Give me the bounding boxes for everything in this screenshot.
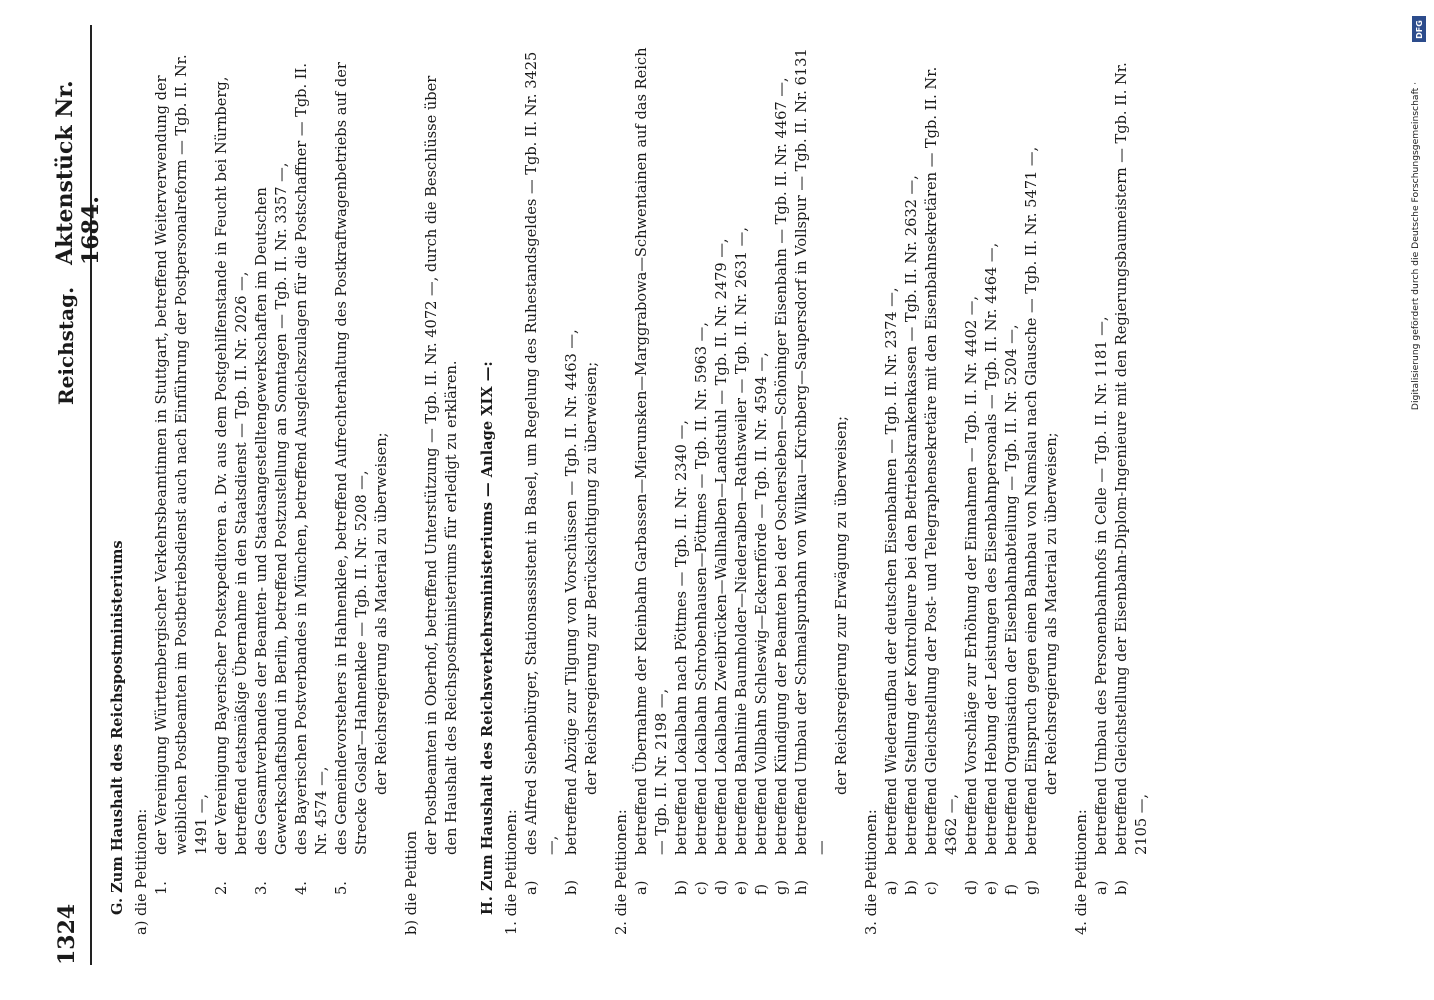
group-label: 4. die Petitionen:	[1073, 809, 1090, 935]
closing-resolution: der Reichsregierung zur Erwägung zu überweisen;	[833, 416, 850, 795]
list-item	[792, 45, 832, 895]
list-item	[152, 45, 212, 895]
item-number: a)	[883, 880, 900, 895]
section-heading: H. Zum Haushalt des Reichsverkehrsministeriums — Anlage XIX —:	[479, 361, 496, 915]
item-text: der Vereinigung Bayerischer Postexpeditoren a. Dv. aus dem Postgehilfenstande in Feucht bei Nürnberg, betreffend etatsmäßige Übernahme in den Staatsdienst — Tgb. II. Nr. 2026 —,	[213, 76, 250, 855]
group-label: 2. die Petitionen:	[613, 809, 630, 935]
list-item	[672, 45, 692, 895]
item-text: betreffend Umbau der Schmalspurbahn von Wilkau—Kirchberg—Saupersdorf in Vollspur — Tgb. II. Nr. 6131 —	[793, 48, 830, 855]
section-heading: G. Zum Haushalt des Reichspostministeriums	[109, 540, 126, 915]
list-item	[522, 45, 562, 895]
list-item	[772, 45, 792, 895]
dfg-logo: DFG	[1412, 16, 1426, 42]
list-item	[422, 45, 462, 895]
item-number: b)	[1113, 879, 1130, 895]
page-header	[50, 25, 104, 965]
list-item	[882, 45, 902, 895]
item-text: betreffend Kündigung der Beamten bei der Oschersleben—Schöninger Eisenbahn — Tgb. II. Nr. 4467 —,	[773, 77, 790, 855]
item-number: b)	[903, 879, 920, 895]
group-label: b) die Petition	[403, 830, 420, 935]
item-number: a)	[523, 880, 540, 895]
list-item	[332, 45, 372, 895]
item-text: betreffend Abzüge zur Tilgung von Vorschüssen — Tgb. II. Nr. 4463 —,	[563, 329, 580, 855]
list-item	[632, 45, 672, 895]
list-item	[712, 45, 732, 895]
item-number: b)	[673, 879, 690, 895]
list-item	[692, 45, 712, 895]
list-item	[1112, 45, 1152, 895]
list-item	[252, 45, 292, 895]
item-text: betreffend Übernahme der Kleinbahn Garbassen—Mierunsken—Marggrabowa—Schwentainen auf das Reich — Tgb. II. Nr. 2198 —,	[633, 47, 670, 855]
item-number: c)	[923, 881, 940, 895]
item-text: betreffend Vollbahn Schleswig—Eckernförde — Tgb. II. Nr. 4594 —,	[753, 352, 770, 855]
item-number: f)	[1003, 883, 1020, 895]
item-number: 4.	[293, 881, 310, 895]
item-number: 1.	[153, 881, 170, 895]
list-item	[732, 45, 752, 895]
item-text: des Bayerischen Postverbandes in München, betreffend Ausgleichszulagen für die Postschaffner — Tgb. II. Nr. 4574 —,	[293, 63, 330, 855]
item-text: des Gesamtverbandes der Beamten- und Staatsangestelltengewerkschaften im Deutschen Gewerkschaftsbund in Berlin, betreffend Postzustellung an Sonntagen — Tgb. II. Nr. 3357 —,	[253, 162, 290, 855]
item-number: e)	[733, 880, 750, 895]
item-number: b)	[563, 879, 580, 895]
item-text: des Gemeindevorstehers in Hahnenklee, betreffend Aufrechterhaltung des Postkraftwagenbetriebs auf der Strecke Goslar—Hahnenklee — Tgb. II. Nr. 5208 —,	[333, 62, 370, 855]
item-number: c)	[693, 881, 710, 895]
item-text: des Alfred Siebenbürger, Stationsassistent in Basel, um Regelung des Ruhestandsgeldes — Tgb. II. Nr. 3425 —,	[523, 51, 560, 855]
item-number: d)	[963, 879, 980, 895]
list-item	[962, 45, 982, 895]
item-text: der Postbeamten in Oberhof, betreffend Unterstützung — Tgb. II. Nr. 4072 —, durch die Beschlüsse über den Haushalt des Reichspostministeriums für erledigt zu erklären.	[423, 75, 460, 855]
item-text: betreffend Wiederaufbau der deutschen Eisenbahnen — Tgb. II. Nr. 2374 —,	[883, 287, 900, 855]
page-number: 1324	[54, 903, 80, 965]
group-label: 3. die Petitionen:	[863, 809, 880, 935]
list-item	[1092, 45, 1112, 895]
item-text: betreffend Stellung der Kontrolleure bei den Betriebskrankenkassen — Tgb. II. Nr. 2632 —,	[903, 175, 920, 855]
group-label: a) die Petitionen:	[133, 808, 150, 935]
item-number: g)	[1023, 879, 1040, 895]
item-text: betreffend Gleichstellung der Post- und Telegraphensekretäre mit den Eisenbahnsekretären — Tgb. II. Nr. 4362 —,	[923, 66, 960, 855]
item-number: 5.	[333, 881, 350, 895]
header-title: Reichstag.	[54, 286, 78, 405]
list-item	[982, 45, 1002, 895]
digitization-note: Digitalisierung gefördert durch die Deutsche Forschungsgemeinschaft ·	[1410, 81, 1421, 411]
item-text: betreffend Einspruch gegen einen Bahnbau von Namslau nach Glausche — Tgb. II. Nr. 5471 —,	[1023, 146, 1040, 855]
list-item	[1022, 45, 1042, 895]
item-number: 2.	[213, 881, 230, 895]
list-item	[1002, 45, 1022, 895]
item-text: betreffend Gleichstellung der Eisenbahn-Diplom-Ingenieure mit den Regierungsbaumeistern — Tgb. II. Nr. 2105 —,	[1113, 62, 1150, 855]
list-item	[292, 45, 332, 895]
list-item	[212, 45, 252, 895]
list-item	[922, 45, 962, 895]
rotated-page	[50, 25, 1390, 965]
item-text: der Vereinigung Württembergischer Verkehrsbeamtinnen in Stuttgart, betreffend Weiterverwendung der weiblichen Postbeamten im Postbetriebsdienst auch nach Einführung der Postpersonalreform — Tgb. II. Nr. 1491 —,	[153, 54, 210, 855]
item-number: 3.	[253, 881, 270, 895]
item-text: betreffend Lokalbahn Schrobenhausen—Pöttmes — Tgb. II. Nr. 5963 —,	[693, 322, 710, 855]
item-text: betreffend Organisation der Eisenbahnabteilung — Tgb. II. Nr. 5204 —,	[1003, 324, 1020, 855]
item-text: betreffend Hebung der Leistungen des Eisenbahnpersonals — Tgb. II. Nr. 4464 —,	[983, 242, 1000, 855]
item-number: h)	[793, 879, 810, 895]
closing-resolution: der Reichsregierung als Material zu überweisen;	[373, 432, 390, 795]
item-number: e)	[983, 880, 1000, 895]
closing-resolution: der Reichsregierung als Material zu überweisen;	[1043, 432, 1060, 795]
group-label: 1. die Petitionen:	[503, 809, 520, 935]
list-item	[902, 45, 922, 895]
item-number: f)	[753, 883, 770, 895]
item-text: betreffend Lokalbahn nach Pöttmes — Tgb. II. Nr. 2340 —,	[673, 420, 690, 855]
item-text: betreffend Bahnlinie Baumholder—Niederalben—Rathsweiler — Tgb. II. Nr. 2631 —,	[733, 227, 750, 855]
item-number: g)	[773, 879, 790, 895]
aktenstueck-number: Aktenstück Nr. 1684.	[52, 80, 104, 265]
side-note	[1408, 8, 1426, 992]
list-item	[752, 45, 772, 895]
item-text: betreffend Lokalbahn Zweibrücken—Wallhalben—Landstuhl — Tgb. II. Nr. 2479 —,	[713, 238, 730, 855]
item-number	[422, 855, 462, 895]
item-text: betreffend Umbau des Personenbahnhofs in Celle — Tgb. II. Nr. 1181 —,	[1093, 316, 1110, 855]
item-number: a)	[633, 880, 650, 895]
item-number: a)	[1093, 880, 1110, 895]
item-text: betreffend Vorschläge zur Erhöhung der Einnahmen — Tgb. II. Nr. 4402 —,	[963, 295, 980, 855]
document-body	[102, 45, 1162, 945]
list-item	[562, 45, 582, 895]
item-number: d)	[713, 879, 730, 895]
closing-resolution: der Reichsregierung zur Berücksichtigung zu überweisen;	[583, 361, 600, 795]
